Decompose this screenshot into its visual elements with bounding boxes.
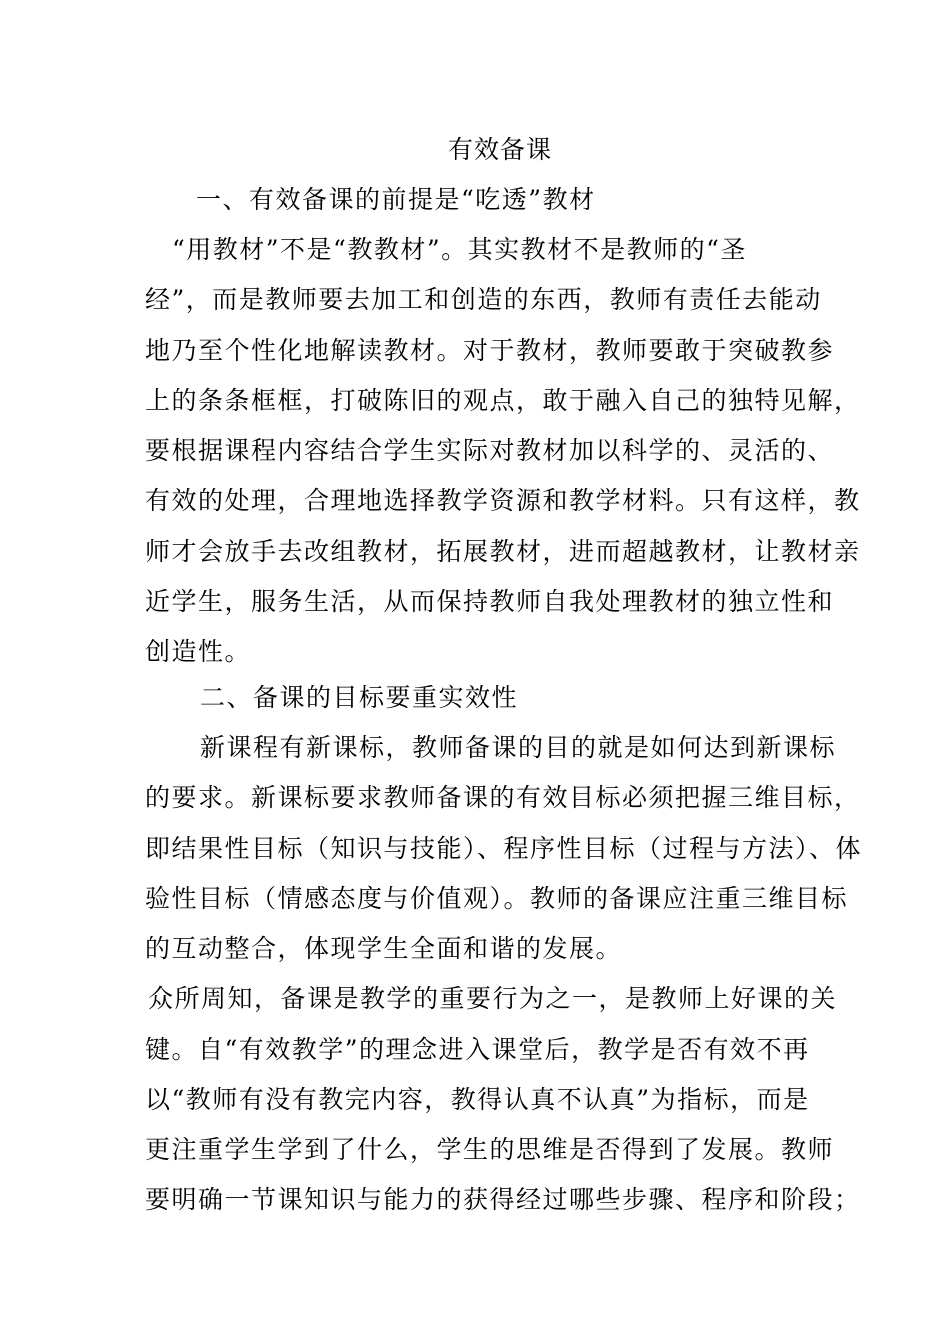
paragraph-line: 的互动整合，体现学生全面和谐的发展。 — [145, 934, 623, 963]
paragraph-line: 键。自“有效教学”的理念进入课堂后，教学是否有效不再 — [145, 1035, 810, 1064]
paragraph-line: 要明确一节课知识与能力的获得经过哪些步骤、程序和阶段； — [145, 1185, 861, 1214]
paragraph-line: 创造性。 — [145, 637, 252, 666]
paragraph-line: 验性目标（情感态度与价值观）。教师的备课应注重三维目标 — [145, 884, 849, 913]
paragraph-line: 众所周知，备课是教学的重要行为之一，是教师上好课的关 — [148, 984, 838, 1013]
paragraph-line: 新课程有新课标，教师备课的目的就是如何达到新课标 — [200, 733, 837, 762]
paragraph-line: 经”，而是教师要去加工和创造的东西，教师有责任去能动 — [145, 285, 822, 314]
paragraph-line: 师才会放手去改组教材，拓展教材，进而超越教材，让教材亲 — [145, 537, 861, 566]
paragraph-line: 即结果性目标（知识与技能）、程序性目标（过程与方法）、体 — [145, 834, 863, 863]
paragraph-line: 要根据课程内容结合学生实际对教材加以科学的、灵活的、 — [145, 436, 835, 465]
paragraph-line: 地乃至个性化地解读教材。对于教材，教师要敢于突破教参 — [145, 336, 835, 365]
paragraph-line: 以“教师有没有教完内容，教得认真不认真”为指标，而是 — [145, 1085, 810, 1114]
paragraph-line: 的要求。新课标要求教师备课的有效目标必须把握三维目标， — [145, 783, 861, 812]
paragraph-line: “用教材”不是“教教材”。其实教材不是教师的“圣 — [172, 235, 747, 264]
section-heading-2: 二、备课的目标要重实效性 — [200, 683, 519, 712]
document-title: 有效备课 — [447, 135, 552, 164]
section-heading-1: 一、有效备课的前提是“吃透”教材 — [196, 185, 596, 214]
paragraph-line: 近学生，服务生活，从而保持教师自我处理教材的独立性和 — [145, 587, 835, 616]
paragraph-line: 更注重学生学到了什么，学生的思维是否得到了发展。教师 — [145, 1135, 835, 1164]
paragraph-line: 上的条条框框，打破陈旧的观点，敢于融入自己的独特见解， — [145, 386, 861, 415]
paragraph-line: 有效的处理，合理地选择教学资源和教学材料。只有这样，教 — [145, 486, 861, 515]
